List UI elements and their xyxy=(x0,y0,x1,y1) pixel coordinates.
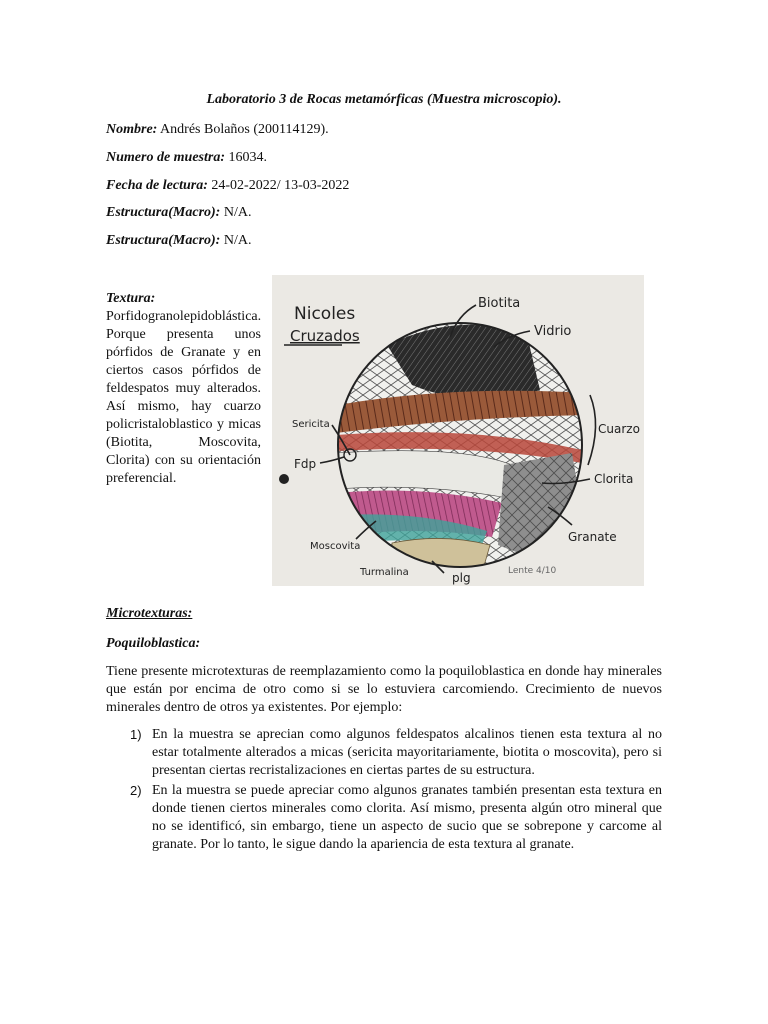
field-value: 16034. xyxy=(225,150,267,165)
field-label: Estructura(Macro): xyxy=(106,233,221,248)
hole-punch-dot xyxy=(279,474,289,484)
label-sericita: Sericita xyxy=(292,419,330,430)
list-text: En la muestra se puede apreciar como algunos granates también presentan esta textura en donde tienen ciertos minerales como clorita. Así mismo, presenta algún otro mineral que no se identificó, sin embargo, tiene un aspecto de sucio que se sobrepone y carcome al granate. Por lo tanto, le sigue dando la apariencia de esta textura al granate. xyxy=(152,783,662,852)
field-label: Estructura(Macro): xyxy=(106,205,221,220)
label-plg: plg xyxy=(452,571,471,585)
list-text: En la muestra se aprecian como algunos feldespatos alcalinos tienen esta textura al no estar totalmente alterados a micas (sericita mayoritariamente, biotita o moscovita), pero si presentan ciertas recristalizaciones en ciertas partes de su estructura. xyxy=(152,727,662,778)
label-fdp: Fdp xyxy=(294,457,317,471)
field-label: Numero de muestra: xyxy=(106,150,225,165)
list-item xyxy=(106,782,662,854)
sketch-heading-1: Nicoles xyxy=(294,304,356,324)
field-nombre xyxy=(106,122,329,138)
field-label: Nombre: xyxy=(106,122,158,137)
label-moscovita: Moscovita xyxy=(310,541,361,552)
field-value: 24-02-2022/ 13-03-2022 xyxy=(207,178,350,193)
document-title: Laboratorio 3 de Rocas metamórficas (Muestra microscopio). xyxy=(206,92,562,107)
list-item xyxy=(106,726,662,780)
label-cuarzo: Cuarzo xyxy=(598,422,640,436)
texture-description: Porfidogranolepidoblástica. Porque presenta unos pórfidos de Granate y en ciertos casos pórfidos de feldespatos muy alterados. Así mismo, hay cuarzo policristaloblastico y micas (Biotita, Moscovita, Clorita) con su orientación preferencial. xyxy=(106,309,262,486)
field-fecha-lectura xyxy=(106,178,349,194)
list-number: 2) xyxy=(130,783,142,798)
microtexturas-heading: Microtexturas: xyxy=(106,606,193,621)
microscope-sketch xyxy=(272,275,644,586)
field-label: Fecha de lectura: xyxy=(106,178,208,193)
list-number: 1) xyxy=(130,727,142,742)
texture-label: Textura: xyxy=(106,291,156,306)
field-value: Andrés Bolaños (200114129). xyxy=(157,122,329,137)
sketch-heading-2: Cruzados xyxy=(290,327,360,345)
label-turmalina: Turmalina xyxy=(360,567,409,578)
field-estructura-2 xyxy=(106,233,251,249)
examples-list xyxy=(106,726,662,856)
label-biotita: Biotita xyxy=(478,296,521,311)
label-clorita: Clorita xyxy=(594,472,634,486)
microtexturas-intro: Tiene presente microtexturas de reemplazamiento como la poquiloblastica en donde hay minerales que están por encima de otro como si se lo estuviera carcomiendo. Crecimiento de nuevos minerales dentro de otros ya existentes. Por ejemplo: xyxy=(106,664,662,715)
texture-block xyxy=(106,290,261,488)
poquiloblastica-heading: Poquiloblastica: xyxy=(106,636,201,651)
field-value: N/A. xyxy=(220,233,252,248)
label-granate: Granate xyxy=(568,530,617,544)
field-estructura-1 xyxy=(106,205,251,221)
sketch-signature: Lente 4/10 xyxy=(508,566,557,576)
label-vidrio: Vidrio xyxy=(534,324,572,339)
field-value: N/A. xyxy=(220,205,252,220)
field-numero-muestra xyxy=(106,150,267,166)
